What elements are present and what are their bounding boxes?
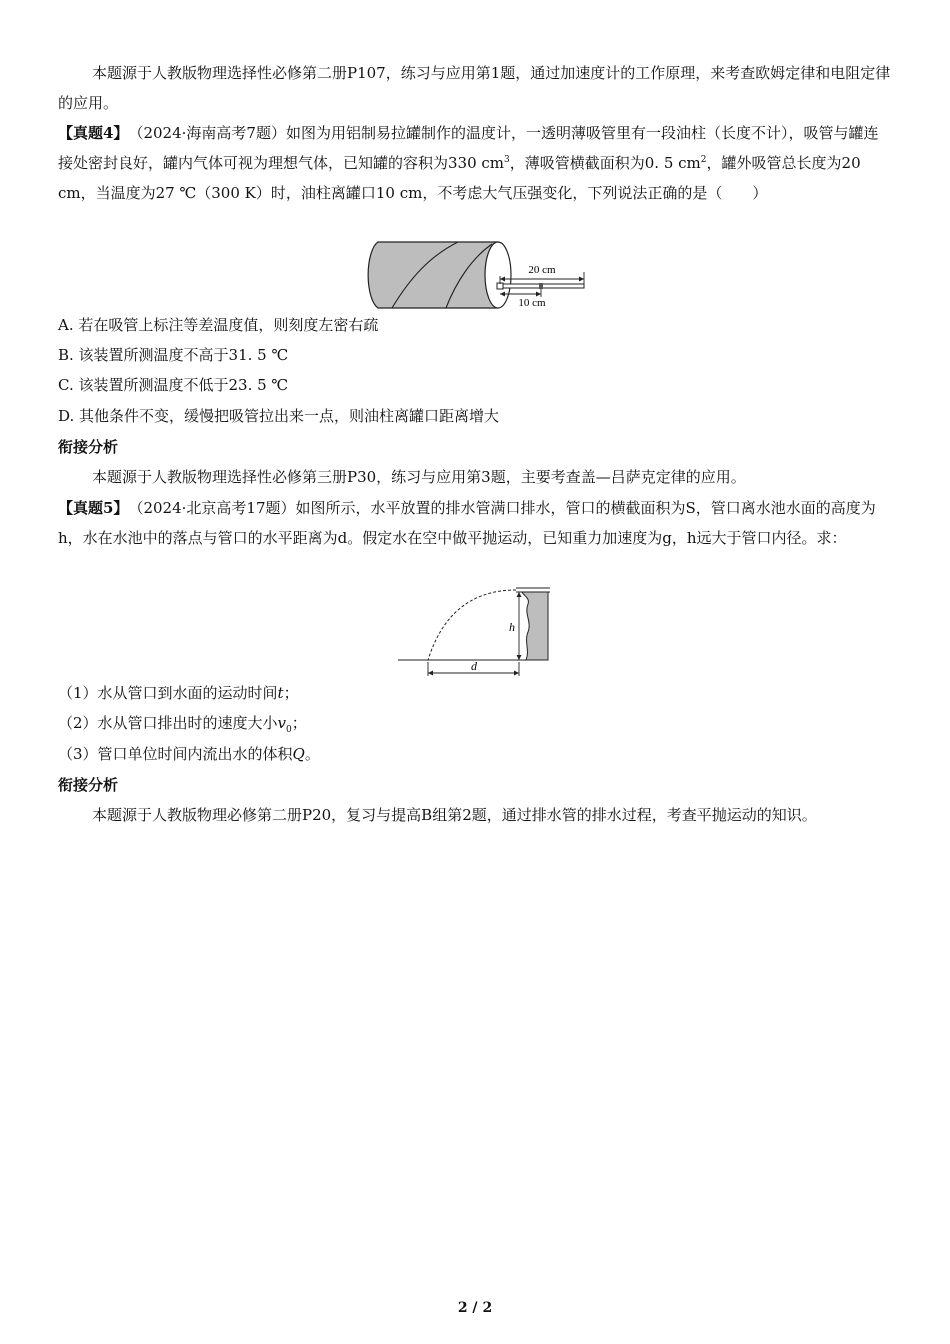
option-a: A. 若在吸管上标注等差温度值，则刻度左密右疏 — [58, 316, 379, 334]
can-end — [485, 242, 511, 308]
oil-column — [539, 283, 543, 289]
question-5-source: （2024·北京高考17题） — [135, 499, 296, 517]
wall — [522, 592, 548, 660]
question-5-analysis-title: 衔接分析 — [58, 776, 119, 794]
trajectory — [428, 590, 516, 660]
question-4-analysis: 本题源于人教版物理选择性必修第三册P30，练习与应用第3题，主要考查盖—吕萨克定律的应用。 — [92, 468, 746, 486]
drain-pipe-figure — [398, 584, 558, 680]
question-4-text-a: 如图为用铝制易拉罐制作的温度计，一透明薄吸管里有一段油柱（长度不计），吸管与罐连接处密封良好，罐内气体可视为理想气体，已知罐的容积为330 cm — [58, 124, 879, 172]
subquestion-3-text: （3）管口单位时间内流出水的体积 — [58, 745, 293, 763]
label-h: h — [509, 620, 515, 634]
page-number — [0, 1300, 950, 1316]
question-4-text-b: ，薄吸管横截面积为0. 5 cm — [509, 154, 701, 172]
label-20cm: 20 cm — [528, 264, 556, 276]
var-v: v — [277, 714, 287, 732]
label-d: d — [471, 659, 477, 673]
subquestion-1-text: （1）水从管口到水面的运动时间 — [58, 684, 278, 702]
var-t: t — [277, 684, 284, 702]
subquestion-2-end: ； — [291, 714, 307, 732]
subquestion-2 — [58, 708, 892, 738]
option-d: D. 其他条件不变，缓慢把吸管拉出来一点，则油柱离罐口距离增大 — [58, 407, 500, 425]
option-b: B. 该装置所测温度不高于31. 5 ℃ — [58, 346, 289, 364]
question-4-stem — [58, 118, 892, 208]
can-thermometer-figure — [360, 238, 592, 310]
question-4-text-c: ，罐外吸管总长度为20 cm，当温度为27 ℃（300 K）时，油柱离罐口10 cm，不考虑大气压强变化，下列说法正确的是（ ） — [58, 154, 861, 202]
label-10cm: 10 cm — [518, 297, 546, 309]
question-5-text: 如图所示，水平放置的排水管满口排水，管口的横截面积为S，管口离水池水面的高度为h，水在水池中的落点与管口的水平距离为d。假定水在空中做平抛运动，已知重力加速度为g，h远大于管口内径。求： — [58, 499, 876, 547]
unit-sup-3: 3 — [504, 155, 510, 165]
var-q: Q — [292, 745, 305, 763]
subquestion-2-text: （2）水从管口排出时的速度大小 — [58, 714, 278, 732]
question-4-tag: 【真题4】 — [58, 124, 121, 142]
var-v-subscript: 0 — [286, 725, 292, 735]
page-current: 2 — [457, 1300, 468, 1316]
question-5-analysis: 本题源于人教版物理必修第二册P20，复习与提高B组第2题，通过排水管的排水过程，考查平抛运动的知识。 — [92, 806, 817, 824]
unit-sup-2: 2 — [700, 155, 707, 165]
question-5-tag: 【真题5】 — [58, 499, 121, 517]
question-4-analysis-title: 衔接分析 — [58, 438, 119, 456]
question-5-stem — [58, 493, 892, 553]
subquestion-3 — [58, 739, 892, 769]
option-c: C. 该装置所测温度不低于23. 5 ℃ — [58, 376, 289, 394]
question-4-source: （2024·海南高考7题） — [135, 124, 286, 142]
page-total: 2 — [482, 1300, 493, 1316]
subquestion-3-end: 。 — [304, 745, 320, 763]
subquestion-1 — [58, 678, 892, 708]
intro-note: 本题源于人教版物理选择性必修第二册P107，练习与应用第1题，通过加速度计的工作原理，来考查欧姆定律和电阻定律的应用。 — [58, 64, 891, 112]
page-separator: / — [467, 1300, 483, 1316]
subquestion-1-end: ； — [283, 684, 299, 702]
